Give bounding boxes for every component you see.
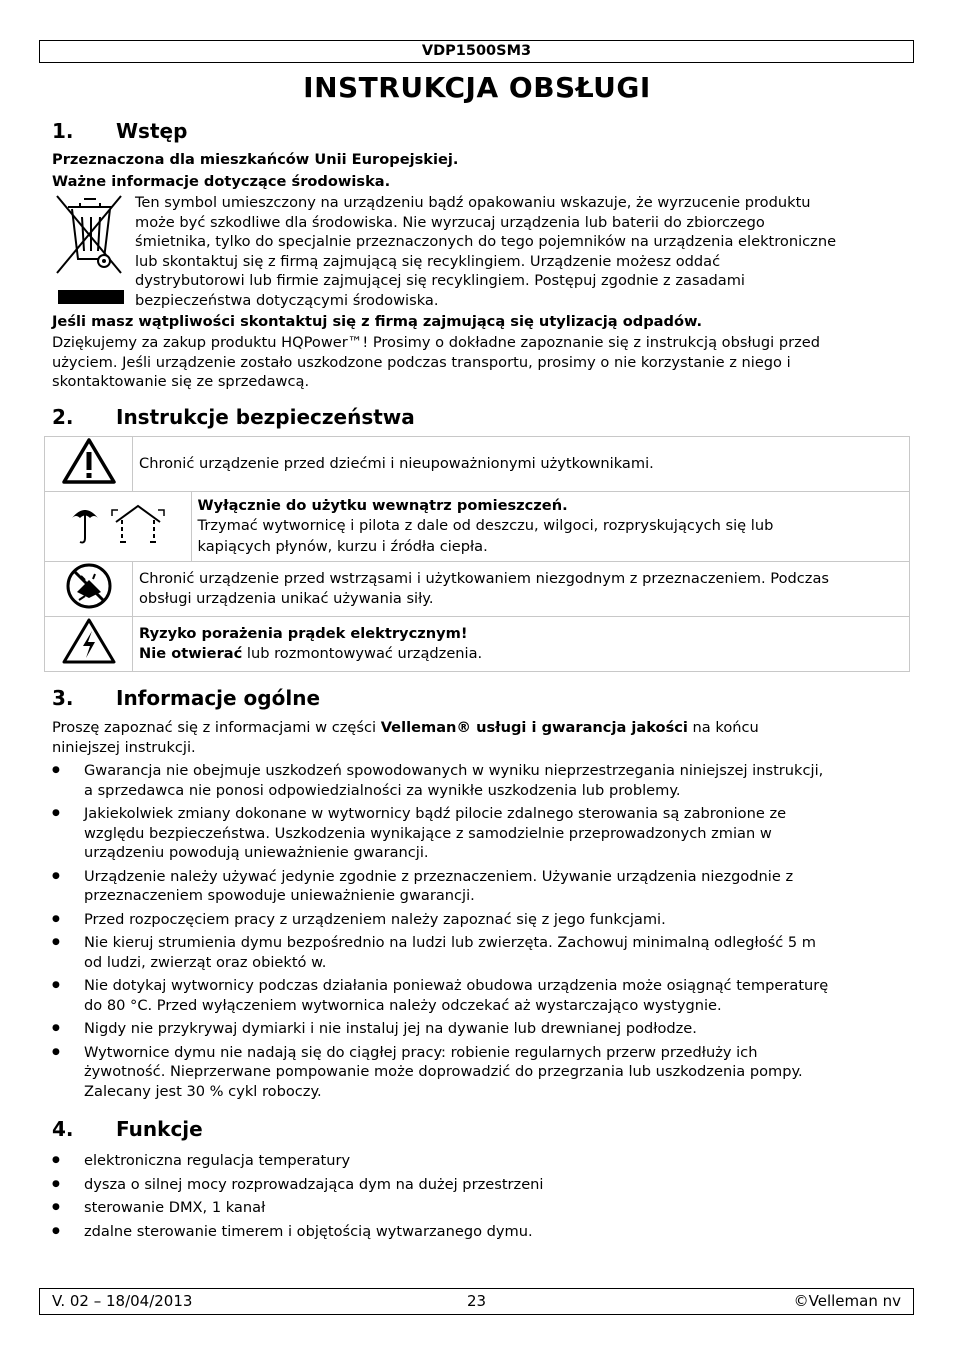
text-line: skontaktowanie się ze sprzedawcą. [52, 373, 310, 390]
general-intro [52, 718, 912, 757]
section-title: Instrukcje bezpieczeństwa [116, 405, 415, 429]
features-list [52, 1151, 902, 1245]
section-2-heading [52, 404, 415, 430]
safety-row-shock [45, 562, 910, 617]
text-line: Ten symbol umieszczony na urządzeniu bądź opakowaniu wskazuje, że wyrzucenie produktu [135, 194, 811, 211]
icon-cell [45, 492, 192, 562]
safety-text [133, 562, 910, 617]
text-line: ● Urządzenie należy używać jedynie zgodnie z przeznaczeniem. Używanie urządzenia niezgodnie z [84, 867, 794, 885]
text-line [139, 644, 903, 665]
section-3-heading [52, 685, 320, 711]
header-model: VDP1500SM3 [39, 40, 914, 63]
safety-table [44, 436, 910, 672]
section-number: 4. [52, 1117, 74, 1141]
list-item [52, 933, 902, 972]
list-item [52, 867, 902, 906]
text-line: Chronić urządzenie przed wstrząsami i użytkowaniem niezgodnym z przeznaczeniem. Podczas [139, 569, 829, 587]
text-line: ● Nie kieruj strumienia dymu bezpośrednio na ludzi lub zwierzęta. Zachowuj minimalną odległość 5 m [84, 934, 817, 951]
text-line: użyciem. Jeśli urządzenie zostało uszkodzone podczas transportu, prosimy o nie korzystanie z niego i [52, 353, 791, 371]
list-item: ● sterowanie DMX, 1 kanał [52, 1198, 902, 1218]
safety-text [191, 492, 909, 562]
warning-triangle-icon [61, 437, 117, 485]
text-normal: Proszę zapoznać się z informacjami w części [52, 719, 381, 736]
list-item [52, 910, 902, 930]
text-normal: na końcu [687, 719, 759, 736]
text-line: bezpieczeństwa dotyczącymi środowiska. [135, 291, 439, 309]
weee-bin-icon [54, 193, 124, 305]
text-line: ● Wytwornice dymu nie nadają się do ciągłej pracy: robienie regularnych przerw przedłuży ich [84, 1043, 758, 1061]
umbrella-indoor-icon [68, 500, 168, 548]
safety-text-bold: Wyłącznie do użytku wewnątrz pomieszczeń. [197, 496, 568, 514]
safety-row-children [45, 437, 910, 492]
safety-row-indoor [45, 492, 910, 562]
no-impact-icon [65, 562, 113, 610]
section-title: Informacje ogólne [116, 686, 321, 710]
thanks-paragraph [52, 333, 912, 392]
footer-version: V. 02 – 18/04/2013 [52, 1292, 193, 1310]
text-line: do 80 °C. Przed wyłączeniem wytwornica należy odczekać aż wystarczająco wystygnie. [84, 996, 722, 1014]
section-number: 2. [52, 405, 74, 429]
env-notice: Ważne informacje dotyczące środowiska. [52, 173, 391, 190]
icon-cell [45, 617, 133, 672]
text-line [52, 718, 912, 738]
text-line: ● Nie dotykaj wytwornicy podczas działania ponieważ obudowa urządzenia może osiągnąć temperaturę [84, 977, 829, 994]
text-line: żywotność. Nieprzerwane pompowanie może doprowadzić do przegrzania lub uszkodzenia pompy. [84, 1063, 803, 1080]
safety-text-bold: Ryzyko porażenia prądek elektrycznym! [139, 624, 468, 642]
text-line: względu bezpieczeństwa. Uszkodzenia wynikające z samodzielnie przeprowadzonych zmian w [84, 824, 772, 842]
list-item [52, 804, 902, 863]
safety-row-electric [45, 617, 910, 672]
text-normal: lub rozmontowywać urządzenia. [242, 645, 483, 662]
list-item [52, 1043, 902, 1102]
list-item: ● elektroniczna regulacja temperatury [52, 1151, 902, 1171]
text-line: ● Gwarancja nie obejmuje uszkodzeń spowodowanych w wyniku nieprzestrzegania niniejszej instrukcji, [84, 762, 824, 779]
general-info-list [52, 761, 902, 1105]
list-item [52, 976, 902, 1015]
footer-copyright: ©Velleman nv [793, 1292, 901, 1310]
text-line: od ludzi, zwierząt oraz obiektó w. [84, 953, 327, 971]
text-line: kapiących płynów, kurzu i źródła ciepła. [197, 537, 488, 555]
recycling-doubt-notice: Jeśli masz wątpliwości skontaktuj się z firmą zajmującą się utylizacją odpadów. [52, 313, 703, 330]
eu-notice: Przeznaczona dla mieszkańców Unii Europejskiej. [52, 151, 459, 168]
safety-text: Chronić urządzenie przed dziećmi i nieupoważnionymi użytkownikami. [133, 437, 910, 492]
footer-page-number: 23 [466, 1292, 487, 1310]
text-line: przeznaczeniem spowoduje unieważnienie gwarancji. [84, 887, 475, 904]
text-line: Trzymać wytwornicę i pilota z dale od deszczu, wilgoci, rozpryskujących się lub [197, 517, 774, 535]
list-item: ● dysza o silnej mocy rozprowadzająca dym na dużej przestrzeni [52, 1175, 902, 1195]
text-line: śmietnika, tylko do specjalnie przeznaczonych do tego pojemników na urządzenia elektroniczne [135, 233, 837, 250]
text-line: ● Przed rozpoczęciem pracy z urządzeniem należy zapoznać się z jego funkcjami. [84, 910, 666, 928]
weee-text [135, 193, 910, 310]
text-bold: Nie otwierać [139, 645, 243, 662]
electric-shock-icon [61, 617, 117, 665]
section-number: 1. [52, 119, 74, 143]
text-line: Dziękujemy za zakup produktu HQPower™! Prosimy o dokładne zapoznanie się z instrukcją obsługi przed [52, 334, 821, 351]
section-4-heading [52, 1116, 203, 1142]
footer [39, 1288, 914, 1315]
text-line: Zalecany jest 30 % cykl roboczy. [84, 1082, 322, 1100]
text-line: niniejszej instrukcji. [52, 738, 196, 756]
text-bold: Velleman® usługi i gwarancja jakości [380, 719, 688, 736]
text-line: obsługi urządzenia unikać używania siły. [139, 590, 434, 607]
text-line: może być szkodliwe dla środowiska. Nie wyrzucaj urządzenia lub baterii do zbiorczego [135, 213, 765, 231]
section-number: 3. [52, 686, 74, 710]
text-line: ● Nigdy nie przykrywaj dymiarki i nie instaluj jej na dywanie lub drewnianej podłodze. [84, 1020, 697, 1037]
list-item [52, 1019, 902, 1039]
section-title: Funkcje [116, 1117, 203, 1141]
icon-cell [45, 562, 133, 617]
safety-text [133, 617, 910, 672]
text-line: a sprzedawca nie ponosi odpowiedzialności za wynikłe uszkodzenia lub problemy. [84, 781, 681, 799]
section-1-heading [52, 118, 187, 144]
text-line: urządzeniu powodują unieważnienie gwarancji. [84, 844, 429, 861]
text-line: lub skontaktuj się z firmą zajmującą się recyklingiem. Urządzenie możesz oddać [135, 252, 721, 270]
icon-cell [45, 437, 133, 492]
list-item [52, 761, 902, 800]
text-line: ● Jakiekolwiek zmiany dokonane w wytwornicy bądź pilocie zdalnego sterowania są zabronione ze [84, 805, 787, 822]
page-title: INSTRUKCJA OBSŁUGI [303, 71, 651, 104]
section-title: Wstęp [116, 119, 188, 143]
text-line: dystrybutorowi lub firmie zajmującej się recyklingiem. Postępuj zgodnie z zasadami [135, 272, 745, 289]
list-item: ● zdalne sterowanie timerem i objętością wytwarzanego dymu. [52, 1222, 902, 1242]
